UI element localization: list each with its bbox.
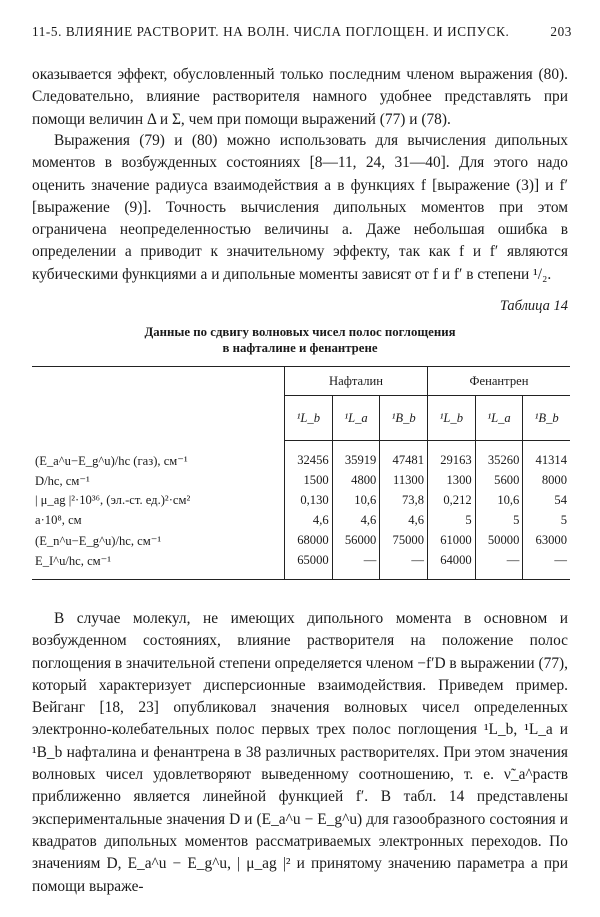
section-title: 11-5. ВЛИЯНИЕ РАСТВОРИТ. НА ВОЛН. ЧИСЛА ПОГЛОЩЕН. И ИСПУСК.: [32, 24, 510, 39]
paragraph-2: Выражения (79) и (80) можно использовать для вычисления дипольных моментов в возбужденных состояниях [8—11, 24, 31—40]. Для этого надо оценить значение радиуса взаимодействия a в функциях f [выражение (3)] и f′ [выражение (9)]. Точность вычисления дипольных моментов при этом ограничена неопределенностью величины a. Даже небольшая ошибка в определении a приводит к значительному эффекту, так как f и f′ являются кубическими функциями a и дипольные моменты зависят от f и f′ в степени ¹/₂.: [32, 132, 568, 283]
table-row: [32, 471, 570, 491]
table-cell: —: [475, 551, 523, 580]
table-cell: 32456: [285, 441, 333, 471]
stub-header: [32, 367, 285, 441]
table-cell: 5: [475, 511, 523, 531]
data-table: [32, 366, 570, 580]
table-title-line-2: в нафталине и фенантрене: [222, 341, 378, 355]
table-row: [32, 441, 570, 471]
row-label: E_I^u/hc, см⁻¹: [32, 551, 285, 580]
table-cell: 10,6: [332, 491, 380, 511]
paragraph-3: В случае молекул, не имеющих дипольного момента в основном и возбужденном состояниях, влияние растворителя на положение полос поглощения в значительной степени определяется членом −f′D в выражении (77), который характеризует дисперсионные взаимодействия. Приведем пример. Вейганг [18, 23] опубликовал значения волновых чисел определенных электронно-колебательных полос первых трех полос поглощения ¹L_b, ¹L_a и ¹B_b нафталина и фенантрена в 38 различных растворителях. При этом значения волновых чисел удовлетворяют выведенному соотношению, т. е. ν̃_a^раств приближенно является линейной функцией f′. В табл. 14 представлены экспериментальные значения D и (E_a^u − E_g^u) для газообразного состояния и квадратов дипольных моментов рассматриваемых электронных переходов. По значениям D, E_a^u − E_g^u, | μ_ag |² и принятому значению параметра a при помощи выраже-: [32, 610, 568, 895]
table-cell: 65000: [285, 551, 333, 580]
table-cell: 4800: [332, 471, 380, 491]
table-label: Таблица 14: [499, 298, 568, 314]
table-cell: 68000: [285, 531, 333, 551]
page-number: 203: [550, 24, 572, 39]
col-header: ¹B_b: [523, 396, 570, 441]
table-cell: —: [523, 551, 570, 580]
row-label: | μ_ag |²·10³⁶, (эл.-ст. ед.)²·см²: [35, 493, 191, 507]
table-cell: 0,212: [428, 491, 476, 511]
table-cell: 11300: [380, 471, 428, 491]
table-cell: 35919: [332, 441, 380, 471]
table-cell: 64000: [428, 551, 476, 580]
row-label: (E_n^u−E_g^u)/hc, см⁻¹: [35, 533, 162, 548]
table-row: [32, 551, 570, 580]
table-cell: 4,6: [380, 511, 428, 531]
paragraph-1: оказывается эффект, обусловленный только последним членом выражения (80). Следовательно, влияние растворителя намного удобнее представлять при помощи величин Δ и Σ, чем при помощи выражений (77) и (78).: [32, 66, 568, 128]
table-cell: 41314: [523, 441, 570, 471]
table-title: [32, 324, 568, 356]
group-header-naphthalene: Нафталин: [285, 367, 428, 396]
table-row: [32, 531, 570, 551]
running-head: [32, 24, 572, 40]
col-header: ¹L_b: [285, 396, 333, 441]
col-header: ¹B_b: [380, 396, 428, 441]
table-cell: 35260: [475, 441, 523, 471]
table-cell: —: [332, 551, 380, 580]
table-cell: 8000: [523, 471, 570, 491]
table-cell: 54: [523, 491, 570, 511]
table-cell: 5600: [475, 471, 523, 491]
table-cell: 4,6: [332, 511, 380, 531]
table-cell: 75000: [380, 531, 428, 551]
table-cell: 0,130: [285, 491, 333, 511]
col-header: ¹L_b: [428, 396, 476, 441]
table-cell: 47481: [380, 441, 428, 471]
table-cell: 5: [428, 511, 476, 531]
col-header: ¹L_a: [332, 396, 380, 441]
table-cell: 1500: [285, 471, 333, 491]
table-cell: 4,6: [285, 511, 333, 531]
table-row: [32, 511, 570, 531]
col-header: ¹L_a: [475, 396, 523, 441]
row-label: a·10⁸, см: [35, 513, 82, 527]
table-cell: 10,6: [475, 491, 523, 511]
table-cell: 29163: [428, 441, 476, 471]
table-cell: 56000: [332, 531, 380, 551]
table-cell: 1300: [428, 471, 476, 491]
table-row: [32, 491, 570, 511]
table-cell: 63000: [523, 531, 570, 551]
table-cell: 50000: [475, 531, 523, 551]
table-title-line-1: Данные по сдвигу волновых чисел полос поглощения: [144, 325, 456, 339]
group-header-phenanthrene: Фенантрен: [428, 367, 570, 396]
row-label: (E_a^u−E_g^u)/hc (газ), см⁻¹: [35, 453, 188, 468]
table-cell: 73,8: [380, 491, 428, 511]
table-cell: 61000: [428, 531, 476, 551]
row-label: D/hc, см⁻¹: [35, 473, 90, 488]
table-cell: —: [380, 551, 428, 580]
table-cell: 5: [523, 511, 570, 531]
